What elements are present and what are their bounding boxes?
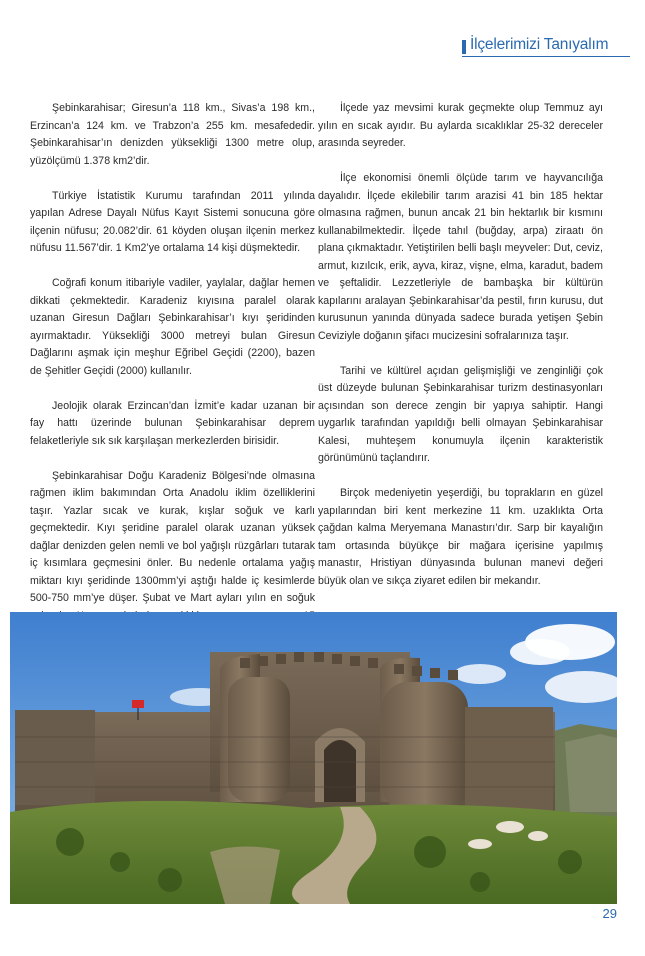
castle-photo (10, 612, 617, 904)
paragraph: İlçede yaz mevsimi kurak geçmekte olup Temmuz ayı yılın en sıcak ayıdır. Bu aylarda sıcaklıklar 25-32 dereceler arasında seyreder. (318, 102, 603, 149)
paragraph: Coğrafi konum itibariyle vadiler, yaylalar, dağlar hemen dikkati çekmektedir. Karadeniz kıyısına paralel olarak uzanan Giresun Dağları Şebinkarahisar’ı kıyı şeridinden ayırmaktadır. Yüksekliği 3000 metreyi bulan Giresun Dağlarını aşmak için meşhur Eğribel Geçidi (2200), bazen de Şehitler Geçidi (2000) kullanılır. (30, 277, 315, 377)
paragraph: Şebinkarahisar Doğu Karadeniz Bölgesi’nde olmasına rağmen iklim bakımından Orta Anadolu iklim özelliklerini taşır. Yazlar sıcak ve kurak, kışlar soğuk ve karlı geçmektedir. Kıyı şeridine paralel olarak uzanan yüksek dağlar denizden gelen nemli ve bol yağışlı rüzgârları tutarak iç kısımlara geçmesini önler. Bu nedenle ortalama yağış miktarı kıyı şeridinde 1300mm’yi aştığı halde iç kesimlerde 500-750 mm’ye düşer. Şubat ve Mart ayları yılın en soğuk (30, 469, 315, 604)
section-title: İlçelerimizi Tanıyalım (470, 36, 609, 53)
section-header (462, 36, 630, 58)
paragraph: Şebinkarahisar; Giresun’a 118 km., Sivas’a 198 km., Erzincan’a 124 km. ve Trabzon’a 255 km. mesafededir. Şebinkarahisar’ın denizden yüksekliği 1300 metre olup, yüzölçümü 1.378 km2’dir. (30, 102, 315, 167)
page-number: 29 (602, 906, 617, 921)
paragraph: İlçe ekonomisi önemli ölçüde tarım ve hayvancılığa dayalıdır. İlçede ekilebilir tarım arazisi 41 bin 185 hektar olmasına rağmen, bunun ancak 21 bin hektarlık bir kısmını kullanabilmektedir. İlçede tahıl (buğday, arpa) ziraatı ön plana çıkmaktadır. Yetiştirilen belli başlı meyveler: Dut, ceviz, armut, kızılcık, erik, ayva, kiraz, vişne, elma, karadut, badem ve şeftalidir. Lezzetleriyle de bambaşka bir kültürün kapılarını aralayan Şebinkarahisar’da pestil, fırın kurusu, dut kurusunun yanında dünyada sadece burada yetişen Şebin Ceviziyle doğanın şifacı mucizesini sofralarınıza taşır. (318, 172, 603, 342)
paragraph: Jeolojik olarak Erzincan’dan İzmit’e kadar uzanan bir fay hattı üzerinde bulunan Şebinkarahisar deprem felaketleriyle sık sık karşılaşan merkezlerden birisidir. (30, 399, 315, 447)
left-column (30, 100, 315, 660)
paragraph: Birçok medeniyetin yeşerdiği, bu toprakların en güzel yapılarından biri kent merkezine 11 km. uzaklıkta Orta çağdan kalma Meryemana Manastırı’dır. Sarp bir kayalığın tam ortasında büyükçe bir mağara içerisine yapılmış manastır, Hristiyan dünyasında bulunan manevi değeri büyük olan ve sıkça ziyaret edilen bir mekandır. (318, 487, 603, 587)
header-accent-bar (462, 40, 466, 54)
header-rule (462, 56, 630, 57)
right-column (318, 100, 603, 608)
paragraph: Tarihi ve kültürel açıdan gelişmişliği ve zenginliği çok üst düzeyde bulunan Şebinkarahisar turizm destinasyonları açısından son derece zengin bir yapıya sahiptir. Hangi uygarlık tarafından yapıldığı belli olmayan Şebinkarahisar Kalesi, muhteşem konumuyla ilçenin karakteristik görünümünü taçlandırır. (318, 364, 603, 464)
paragraph: Türkiye İstatistik Kurumu tarafından 2011 yılında yapılan Adrese Dayalı Nüfus Kayıt Sistemi sonucuna göre ilçenin nüfusu; 20.082’dir. 61 köyden oluşan ilçenin merkez nüfusu 11.567’dir. 1 Km2’ye ortalama 14 kişi düşmektedir. (30, 189, 315, 254)
